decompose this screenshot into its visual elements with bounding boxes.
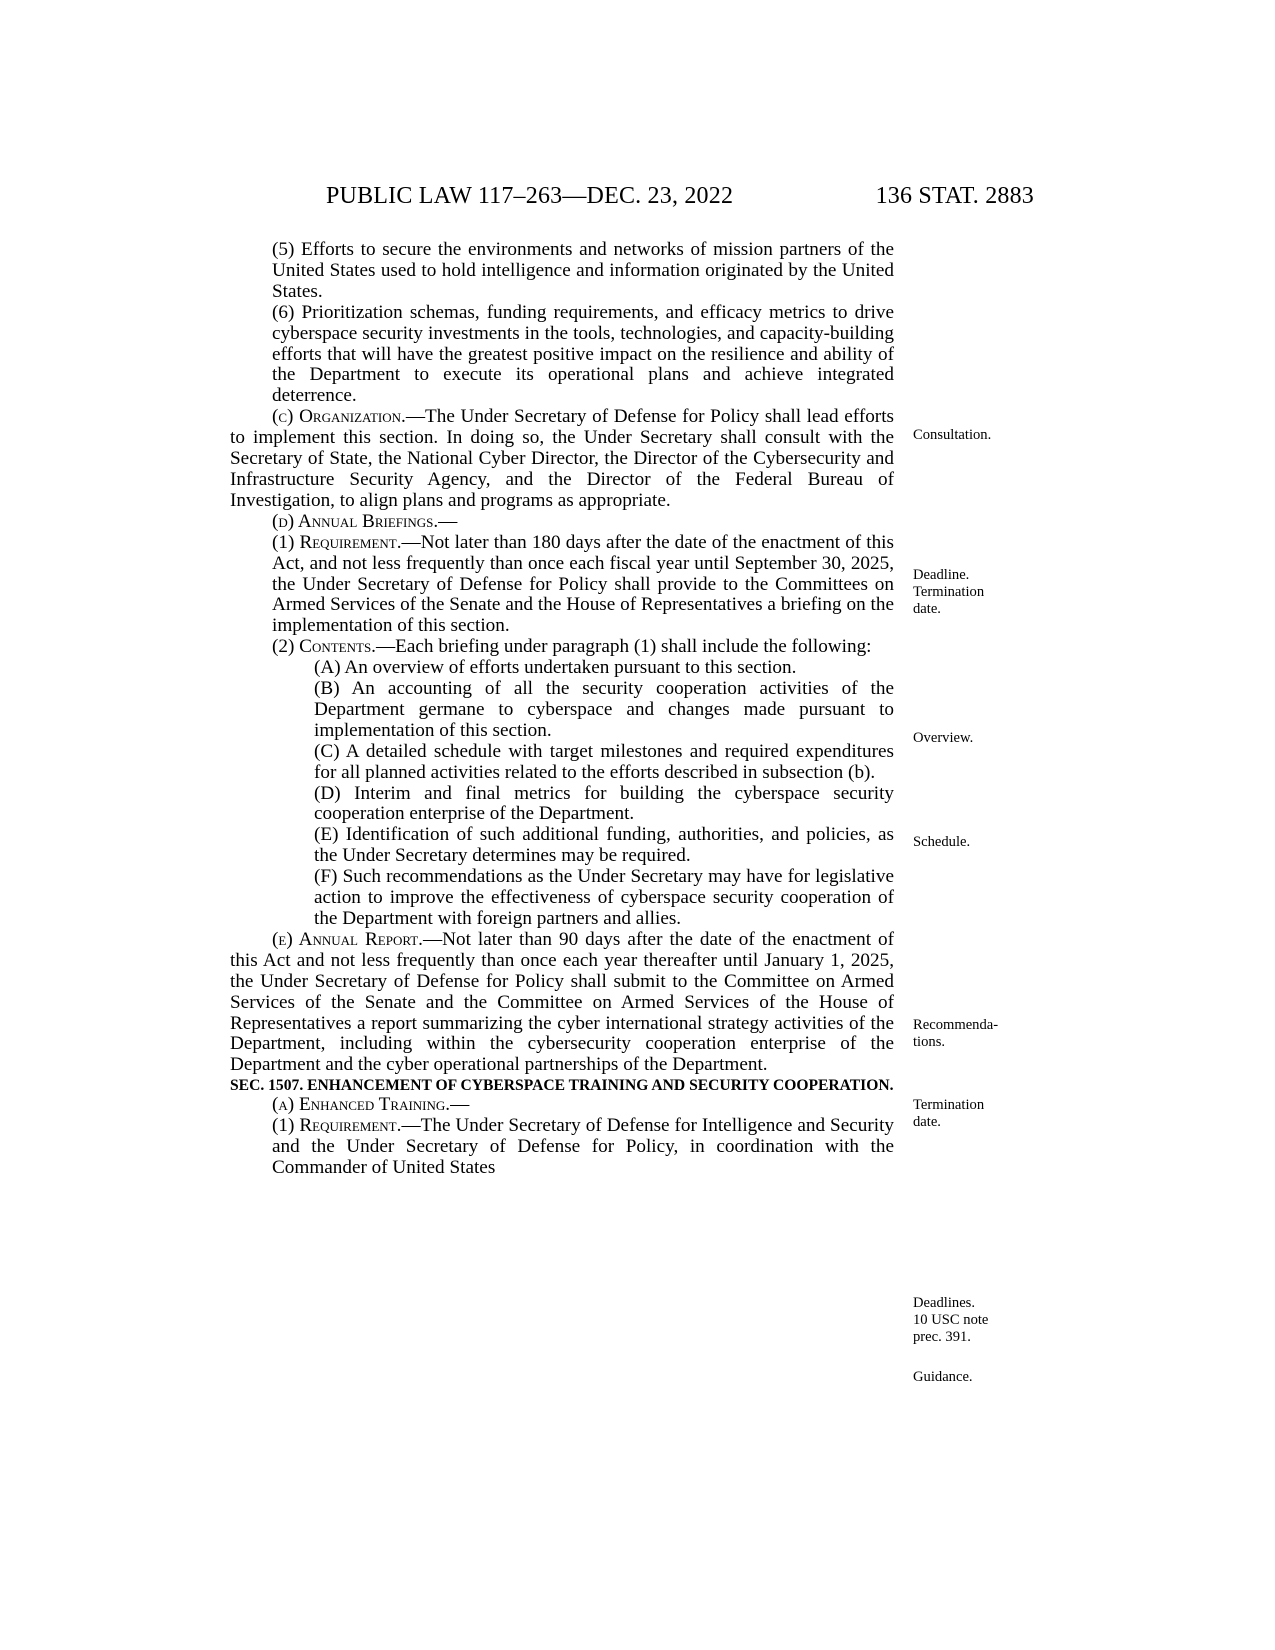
paragraph-5: (5) Efforts to secure the environments and networks of mission partners of the United States used to hold intelligence and information originated by the United States. [272, 239, 894, 302]
paragraph-d2-heading: (2) Contents. [272, 636, 376, 658]
subsection-a-text: — [450, 1094, 470, 1116]
subsection-c-heading: (c) Organization. [272, 406, 406, 428]
margin-note-termination-date: Termination date. [913, 584, 985, 617]
subparagraph-c: (C) A detailed schedule with target milestones and required expenditures for all planned activities related to the efforts described in subsection (b). [314, 740, 894, 783]
paragraph-d1-heading: (1) Requirement. [272, 531, 402, 553]
margin-note-deadline: Deadline. [913, 567, 970, 583]
statute-page-number: 136 STAT. 2883 [875, 183, 1034, 209]
paragraph-a1-text: —The Under Secretary of Defense for Intelligence and Security and the Under Secretary of Defense for Policy, in coordination with the Commander of United States [272, 1115, 895, 1178]
paragraph-d1-text: —Not later than 180 days after the date of the enactment of this Act, and not less frequently than once each fiscal year until September 30, 2025, the Under Secretary of Defense for Policy shall provide to the Committees on Armed Services of the Senate and the House of Representatives a briefing on the implementation of this section. [272, 531, 894, 637]
margin-note-overview: Overview. [913, 730, 974, 746]
page-header [326, 183, 1034, 213]
paragraph-a1 [230, 1116, 894, 1179]
subsection-e-heading: (e) Annual Report. [272, 928, 423, 950]
paragraph-d2 [230, 637, 894, 658]
paragraph-a1-heading: (1) Requirement. [272, 1115, 402, 1137]
section-heading: SEC. 1507. ENHANCEMENT OF CYBERSPACE TRAINING AND SECURITY COOPERATION. [230, 1077, 894, 1095]
subparagraph-e: (E) Identification of such additional funding, authorities, and policies, as the Under Secretary determines may be required. [314, 824, 894, 867]
subparagraph-b: (B) An accounting of all the security cooperation activities of the Department germane to cyberspace and changes made pursuant to implementation of this section. [314, 678, 894, 741]
subsection-a-heading: (a) Enhanced Training. [272, 1094, 451, 1116]
margin-note-usc: 10 USC note prec. 391. [913, 1312, 989, 1345]
paragraph-d2-text: —Each briefing under paragraph (1) shall include the following: [375, 636, 872, 658]
subsection-e-text: —Not later than 90 days after the date of the enactment of this Act and not less frequently than once each year thereafter until January 1, 2025, the Under Secretary of Defense for Policy shall submit to the Committee on Armed Services of the Senate and the Committee on Armed Services of the House of Representatives a report summarizing the cyber international strategy activities of the Department, including within the cybersecurity cooperation enterprise of the Department and the cyber operational partnerships of the Department. [230, 928, 895, 1076]
subsection-e [230, 930, 894, 1076]
margin-note-schedule: Schedule. [913, 834, 971, 850]
paragraph-6: (6) Prioritization schemas, funding requirements, and efficacy metrics to drive cyberspace security investments in the tools, technologies, and capacity-building efforts that will have the greatest positive impact on the resilience and ability of the Department to execute its operational plans and achieve integrated deterrence. [272, 301, 894, 407]
margin-note-guidance: Guidance. [913, 1369, 973, 1385]
subsection-d-heading: (d) Annual Briefings. [272, 510, 439, 532]
margin-note-deadlines: Deadlines. [913, 1295, 976, 1311]
subparagraph-d: (D) Interim and final metrics for building the cyberspace security cooperation enterprise of the Department. [314, 782, 894, 825]
subsection-d-text: — [438, 510, 458, 532]
subsection-c-text: —The Under Secretary of Defense for Policy shall lead efforts to implement this section. In doing so, the Under Secretary shall consult with the Secretary of State, the National Cyber Director, the Director of the Cybersecurity and Infrastructure Security Agency, and the Director of the Federal Bureau of Investigation, to align plans and programs as appropriate. [230, 406, 894, 511]
public-law-title: PUBLIC LAW 117–263—DEC. 23, 2022 [326, 183, 734, 209]
statute-body [230, 240, 894, 1179]
paragraph-d1 [230, 533, 894, 638]
margin-note-termination-date-2: Termination date. [913, 1097, 985, 1130]
subsection-d [230, 512, 894, 533]
subparagraph-f: (F) Such recommendations as the Under Secretary may have for legislative action to improve the effectiveness of cyberspace security cooperation of the Department with foreign partners and allies. [314, 866, 894, 929]
margin-note-consultation: Consultation. [913, 427, 992, 443]
margin-note-recommendations: Recommenda- tions. [913, 1017, 999, 1050]
subparagraph-a: (A) An overview of efforts undertaken pursuant to this section. [314, 657, 797, 679]
subsection-a [230, 1095, 894, 1116]
subsection-c [230, 407, 894, 512]
